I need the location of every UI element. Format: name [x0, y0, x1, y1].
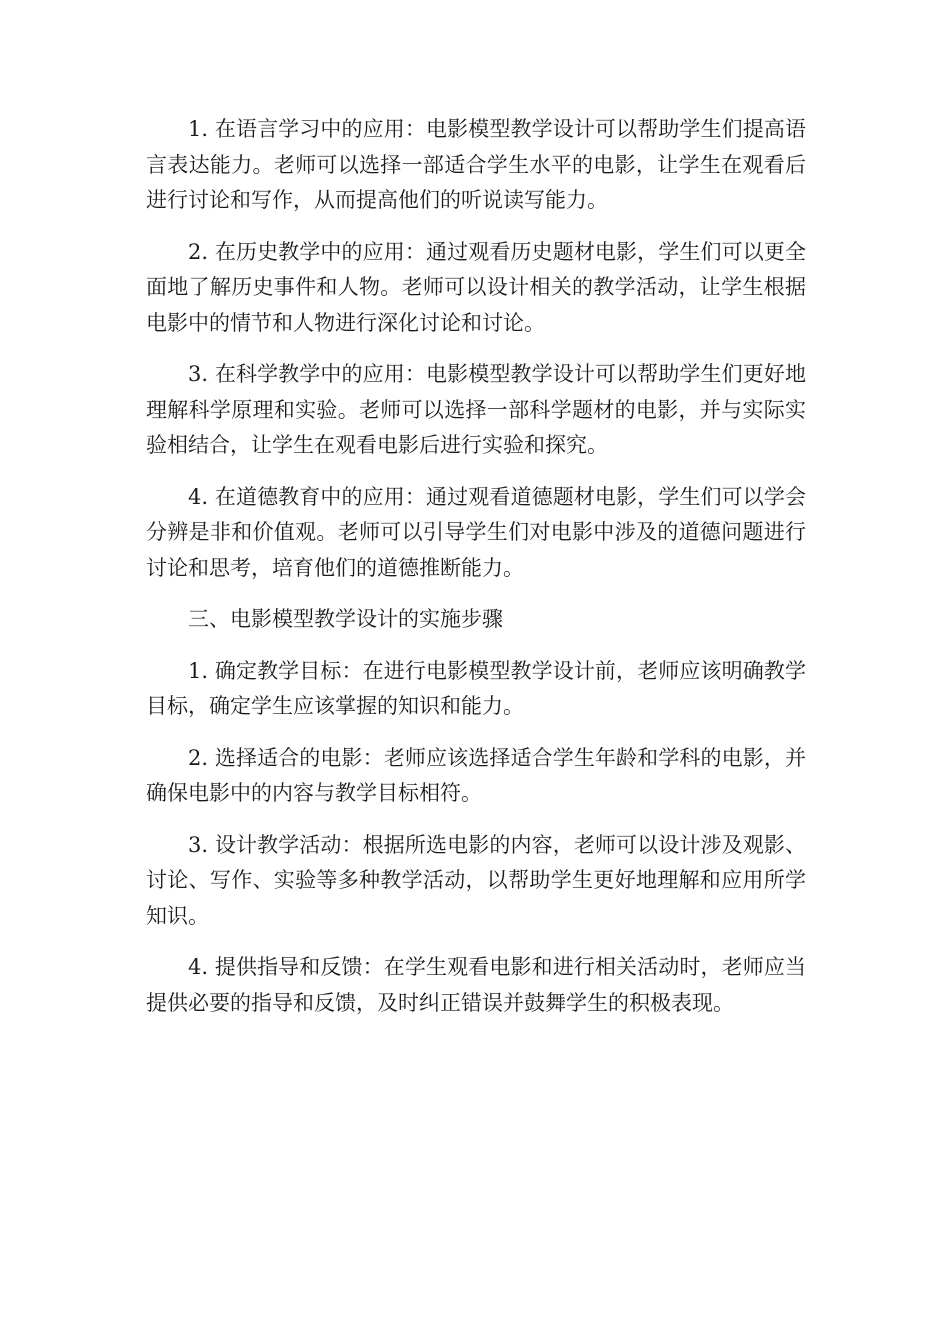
paragraph-step-define-goals: 1. 确定教学目标：在进行电影模型教学设计前，老师应该明确教学目标，确定学生应该掌握的知识和能力。	[146, 658, 806, 718]
paragraph-step-design-activities: 3. 设计教学活动：根据所选电影的内容，老师可以设计涉及观影、讨论、写作、实验等多种教学活动，以帮助学生更好地理解和应用所学知识。	[146, 832, 806, 928]
paragraph-moral-education: 4. 在道德教育中的应用：通过观看道德题材电影，学生们可以学会分辨是非和价值观。老师可以引导学生们对电影中涉及的道德问题进行讨论和思考，培育他们的道德推断能力。	[146, 484, 806, 580]
paragraph-science-teaching: 3. 在科学教学中的应用：电影模型教学设计可以帮助学生们更好地理解科学原理和实验。老师可以选择一部科学题材的电影，并与实际实验相结合，让学生在观看电影后进行实验和探究。	[146, 362, 806, 457]
section-heading-implementation-steps: 三、电影模型教学设计的实施步骤	[188, 607, 503, 631]
paragraph-history-teaching: 2. 在历史教学中的应用：通过观看历史题材电影，学生们可以更全面地了解历史事件和人物。老师可以设计相关的教学活动，让学生根据电影中的情节和人物进行深化讨论和讨论。	[146, 239, 806, 335]
paragraph-step-select-film: 2. 选择适合的电影：老师应该选择适合学生年龄和学科的电影，并确保电影中的内容与教学目标相符。	[146, 745, 806, 805]
document-body	[146, 112, 806, 1021]
paragraph-step-guidance-feedback: 4. 提供指导和反馈：在学生观看电影和进行相关活动时，老师应当提供必要的指导和反馈，及时纠正错误并鼓舞学生的积极表现。	[146, 955, 806, 1015]
paragraph-language-learning: 1. 在语言学习中的应用：电影模型教学设计可以帮助学生们提高语言表达能力。老师可以选择一部适合学生水平的电影，让学生在观看后进行讨论和写作，从而提高他们的听说读写能力。	[146, 117, 806, 212]
